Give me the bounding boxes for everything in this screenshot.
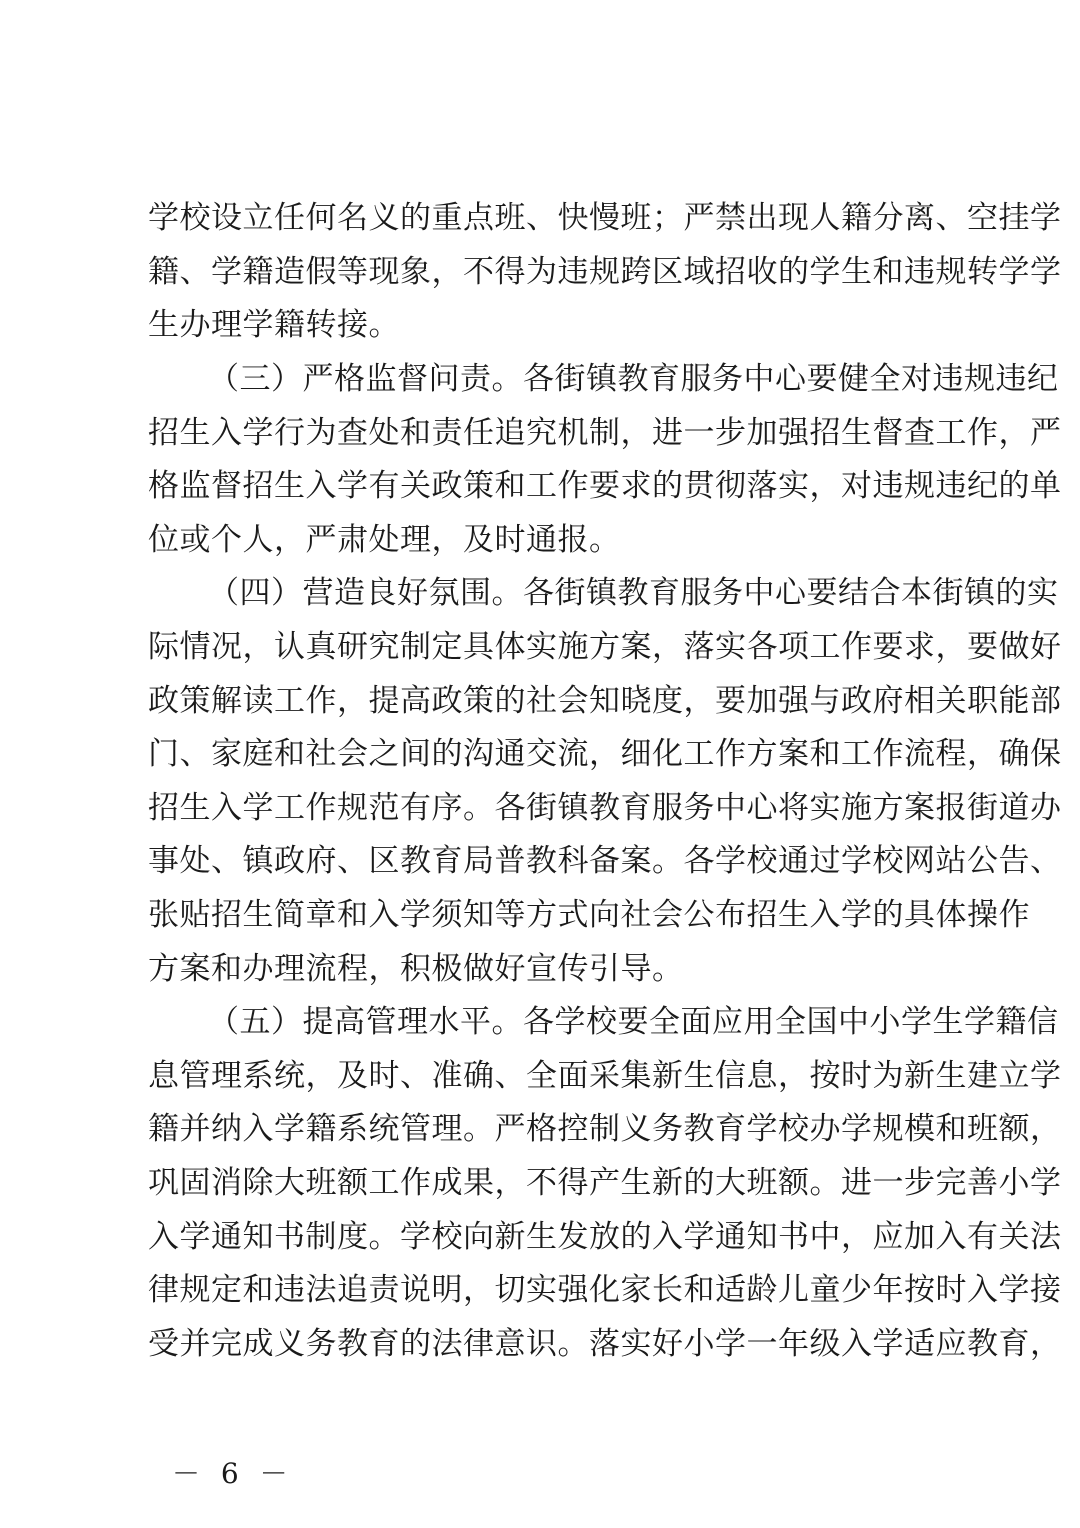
text-line: 位或个人，严肃处理，及时通报。 — [148, 522, 621, 558]
text-line: 张贴招生简章和入学须知等方式向社会公布招生入学的具体操作 — [148, 897, 1030, 933]
text-line: 政策解读工作，提高政策的社会知晓度，要加强与政府相关职能部 — [148, 683, 1062, 719]
text-line: 生办理学籍转接。 — [148, 307, 400, 343]
text-line: 招生入学行为查处和责任追究机制，进一步加强招生督查工作，严 — [148, 415, 1062, 451]
section-heading-line: （四）营造良好氛围。各街镇教育服务中心要结合本街镇的实 — [208, 575, 1059, 611]
text-line: 门、家庭和社会之间的沟通交流，细化工作方案和工作流程，确保 — [148, 736, 1062, 772]
text-line: 入学通知书制度。学校向新生发放的入学通知书中，应加入有关法 — [148, 1219, 1062, 1255]
text-line: 籍并纳入学籍系统管理。严格控制义务教育学校办学规模和班额， — [148, 1111, 1062, 1147]
text-line: 息管理系统，及时、准确、全面采集新生信息，按时为新生建立学 — [148, 1058, 1062, 1094]
text-line: 际情况，认真研究制定具体实施方案，落实各项工作要求，要做好 — [148, 629, 1062, 665]
text-line: 学校设立任何名义的重点班、快慢班；严禁出现人籍分离、空挂学 — [148, 200, 1062, 236]
text-line: 格监督招生入学有关政策和工作要求的贯彻落实，对违规违纪的单 — [148, 468, 1062, 504]
section-heading-line: （三）严格监督问责。各街镇教育服务中心要健全对违规违纪 — [208, 361, 1059, 397]
page-number: － 6 － — [172, 1457, 294, 1490]
text-line: 方案和办理流程，积极做好宣传引导。 — [148, 951, 684, 987]
text-line: 招生入学工作规范有序。各街镇教育服务中心将实施方案报街道办 — [148, 790, 1062, 826]
text-line: 受并完成义务教育的法律意识。落实好小学一年级入学适应教育， — [148, 1326, 1062, 1362]
text-line: 事处、镇政府、区教育局普教科备案。各学校通过学校网站公告、 — [148, 843, 1062, 879]
text-line: 籍、学籍造假等现象，不得为违规跨区域招收的学生和违规转学学 — [148, 254, 1062, 290]
text-line: 巩固消除大班额工作成果，不得产生新的大班额。进一步完善小学 — [148, 1165, 1062, 1201]
section-heading-line: （五）提高管理水平。各学校要全面应用全国中小学生学籍信 — [208, 1004, 1059, 1040]
text-line: 律规定和违法追责说明，切实强化家长和适龄儿童少年按时入学接 — [148, 1272, 1062, 1308]
